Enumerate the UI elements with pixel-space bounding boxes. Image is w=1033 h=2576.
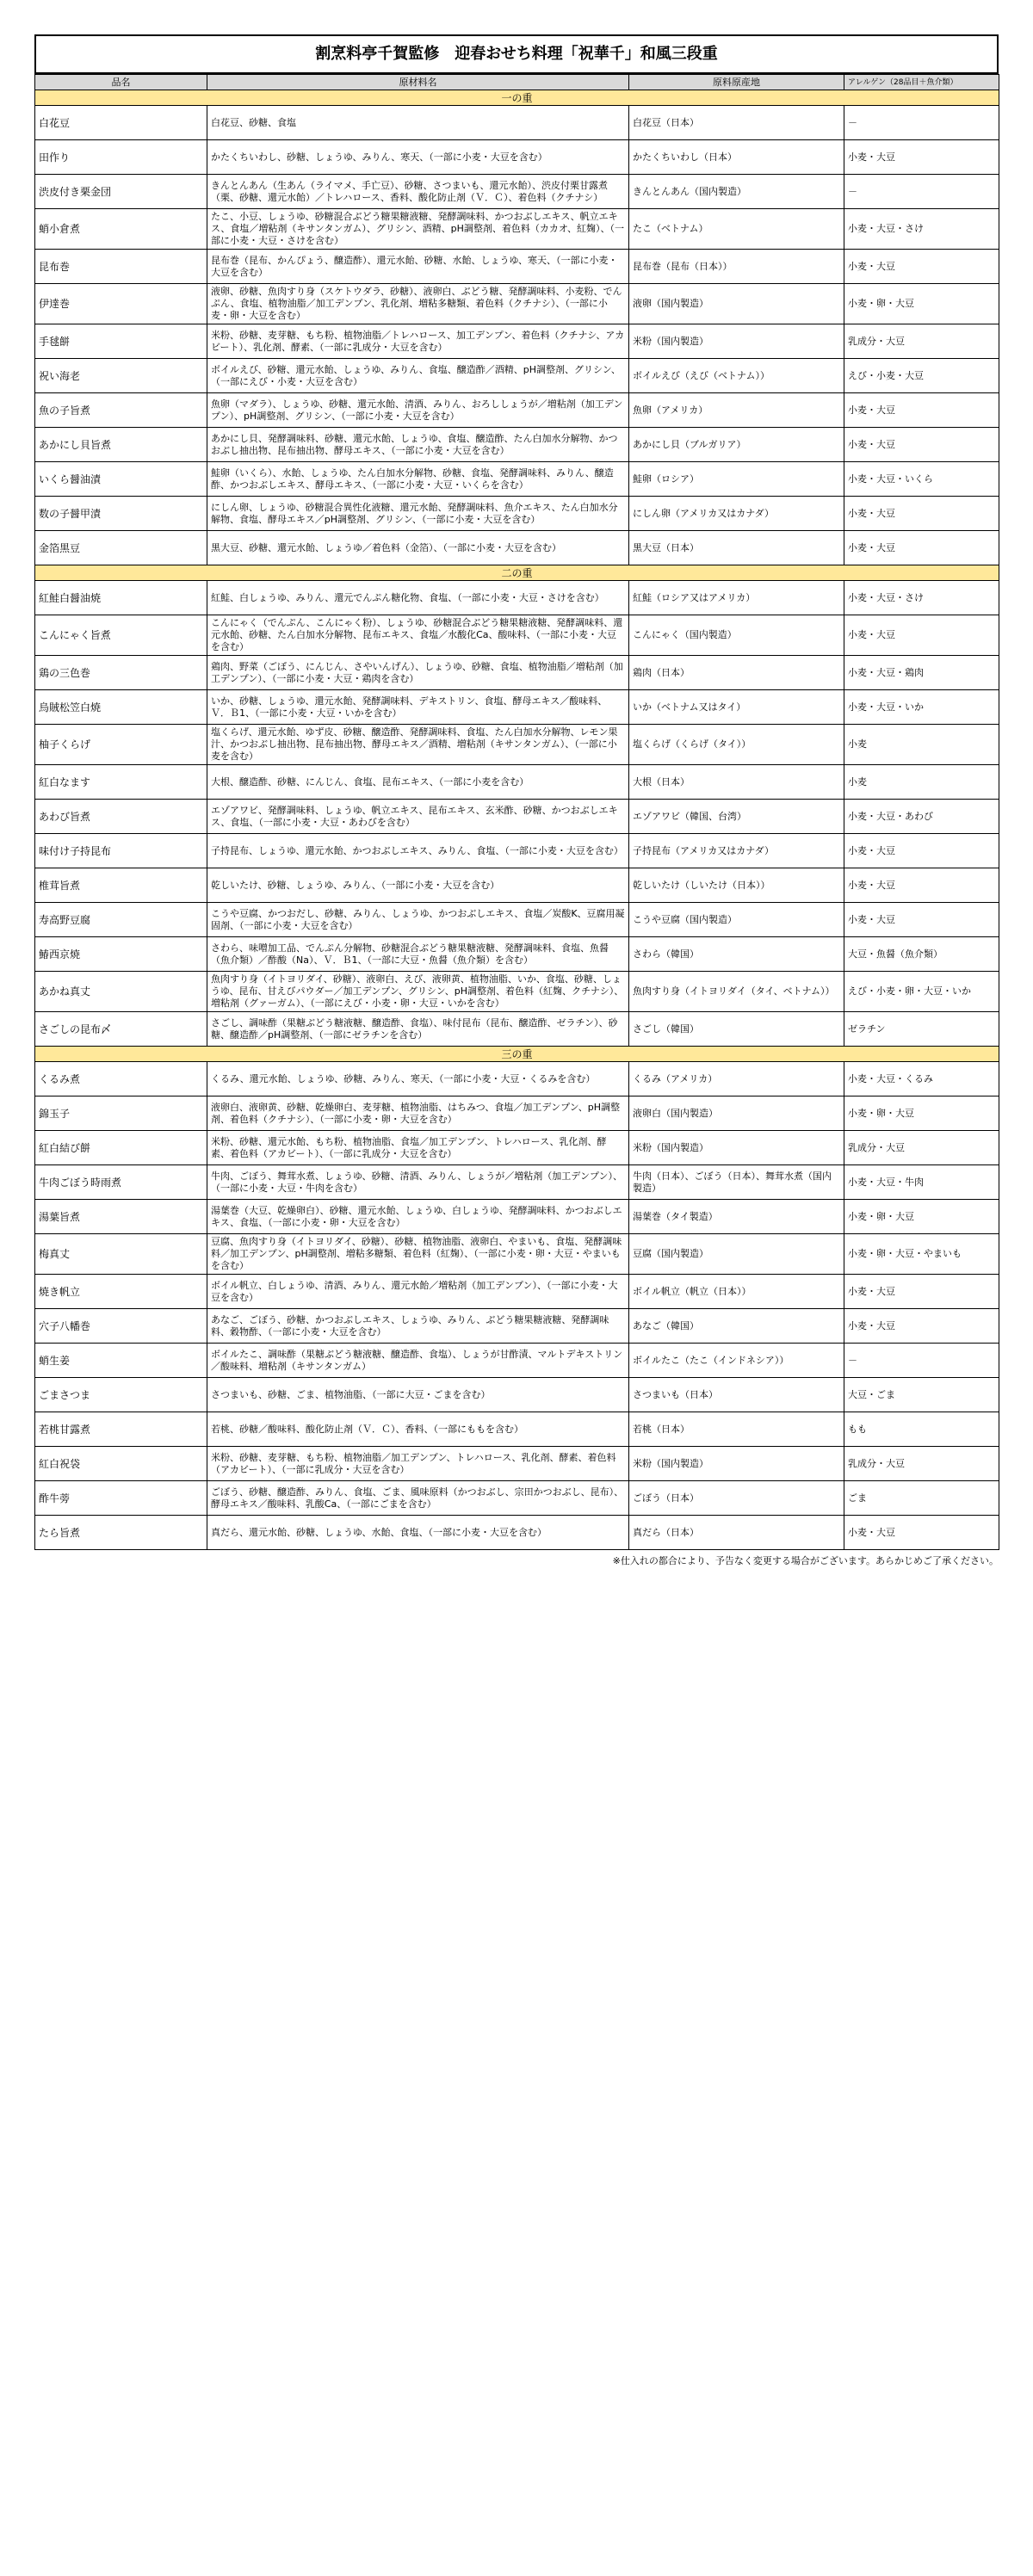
- cell-allergens: 小麦・大豆・さけ: [844, 209, 999, 250]
- cell-ingredients: かたくちいわし、砂糖、しょうゆ、みりん、寒天、（一部に小麦・大豆を含む）: [207, 140, 629, 175]
- cell-name: たら旨煮: [35, 1516, 207, 1550]
- cell-allergens: 小麦・大豆・いくら: [844, 462, 999, 497]
- cell-ingredients: いか、砂糖、しょうゆ、還元水飴、発酵調味料、デキストリン、食塩、酵母エキス／酸味料、Ｖ．Ｂ1、（一部に小麦・大豆・いかを含む）: [207, 690, 629, 725]
- cell-ingredients: 子持昆布、しょうゆ、還元水飴、かつおぶしエキス、みりん、食塩、（一部に小麦・大豆を含む）: [207, 834, 629, 868]
- cell-ingredients: あなご、ごぼう、砂糖、かつおぶしエキス、しょうゆ、みりん、ぶどう糖果糖液糖、発酵調味料、穀物酢、（一部に小麦・大豆を含む）: [207, 1309, 629, 1344]
- cell-allergens: 小麦・卵・大豆: [844, 284, 999, 324]
- cell-allergens: 小麦・大豆: [844, 1309, 999, 1344]
- cell-allergens: －: [844, 106, 999, 140]
- footnote: ※仕入れの都合により、予告なく変更する場合がございます。あらかじめご了承ください。: [612, 1555, 999, 1566]
- section-label: 三の重: [35, 1047, 999, 1062]
- cell-origin: 魚肉すり身（イトヨリダイ（タイ、ベトナム））: [629, 972, 844, 1012]
- table-row: [35, 1344, 999, 1378]
- section-label: 二の重: [35, 565, 999, 581]
- table-row: [35, 1165, 999, 1200]
- cell-allergens: 小麦・大豆: [844, 615, 999, 656]
- table-row: [35, 972, 999, 1012]
- cell-origin: 魚卵（アメリカ）: [629, 393, 844, 428]
- table-row: [35, 497, 999, 531]
- cell-name: 蛸生姜: [35, 1344, 207, 1378]
- cell-name: 焼き帆立: [35, 1275, 207, 1309]
- cell-allergens: ゼラチン: [844, 1012, 999, 1047]
- cell-name: 蛸小倉煮: [35, 209, 207, 250]
- cell-origin: あなご（韓国）: [629, 1309, 844, 1344]
- cell-origin: 黒大豆（日本）: [629, 531, 844, 565]
- table-row: [35, 1062, 999, 1096]
- cell-origin: あかにし貝（ブルガリア）: [629, 428, 844, 462]
- cell-origin: エゾアワビ（韓国、台湾）: [629, 800, 844, 834]
- table-row: [35, 1412, 999, 1447]
- cell-name: 伊達巻: [35, 284, 207, 324]
- cell-origin: さつまいも（日本）: [629, 1378, 844, 1412]
- cell-name: 穴子八幡巻: [35, 1309, 207, 1344]
- ingredients-table: [34, 74, 999, 1550]
- cell-origin: 米粉（国内製造）: [629, 1131, 844, 1165]
- table-body: [35, 90, 999, 1550]
- cell-name: いくら醤油漬: [35, 462, 207, 497]
- cell-origin: にしん卵（アメリカ又はカナダ）: [629, 497, 844, 531]
- cell-allergens: 小麦・大豆: [844, 1275, 999, 1309]
- section-header-row: [35, 565, 999, 581]
- cell-name: 梅真丈: [35, 1234, 207, 1275]
- cell-allergens: －: [844, 175, 999, 209]
- cell-allergens: 小麦・大豆・いか: [844, 690, 999, 725]
- cell-allergens: ごま: [844, 1481, 999, 1516]
- cell-origin: こんにゃく（国内製造）: [629, 615, 844, 656]
- cell-name: 紅鮭白醤油焼: [35, 581, 207, 615]
- cell-origin: 若桃（日本）: [629, 1412, 844, 1447]
- cell-ingredients: 鮭卵（いくら）、水飴、しょうゆ、たん白加水分解物、砂糖、食塩、発酵調味料、みりん、醸造酢、かつおぶしエキス、酵母エキス、（一部に小麦・大豆・いくらを含む）: [207, 462, 629, 497]
- cell-allergens: 小麦: [844, 725, 999, 765]
- table-row: [35, 581, 999, 615]
- cell-ingredients: ごぼう、砂糖、醸造酢、みりん、食塩、ごま、風味原料（かつおぶし、宗田かつおぶし、昆布）、酵母エキス／酸味料、乳酸Ca、（一部にごまを含む）: [207, 1481, 629, 1516]
- cell-origin: 鮭卵（ロシア）: [629, 462, 844, 497]
- table-row: [35, 834, 999, 868]
- cell-name: こんにゃく旨煮: [35, 615, 207, 656]
- cell-name: 柚子くらげ: [35, 725, 207, 765]
- cell-allergens: 小麦・大豆: [844, 497, 999, 531]
- cell-origin: きんとんあん（国内製造）: [629, 175, 844, 209]
- cell-allergens: 大豆・ごま: [844, 1378, 999, 1412]
- cell-name: 昆布巻: [35, 250, 207, 284]
- cell-allergens: 小麦・大豆・さけ: [844, 581, 999, 615]
- cell-ingredients: あかにし貝、発酵調味料、砂糖、還元水飴、しょうゆ、食塩、醸造酢、たん白加水分解物、かつおぶし抽出物、昆布抽出物、酵母エキス、（一部に小麦・大豆を含む）: [207, 428, 629, 462]
- cell-allergens: 小麦・大豆: [844, 250, 999, 284]
- cell-name: 椎茸旨煮: [35, 868, 207, 903]
- cell-origin: 大根（日本）: [629, 765, 844, 800]
- allergen-sheet: [34, 34, 999, 1567]
- cell-origin: 乾しいたけ（しいたけ（日本））: [629, 868, 844, 903]
- header-ingredients: 原材料名: [207, 75, 629, 90]
- section-header-row: [35, 1047, 999, 1062]
- cell-allergens: 小麦・大豆: [844, 140, 999, 175]
- cell-ingredients: 米粉、砂糖、還元水飴、もち粉、植物油脂、食塩／加工デンプン、トレハロース、乳化剤、酵素、着色料（アカビート）、（一部に乳成分・大豆を含む）: [207, 1131, 629, 1165]
- cell-ingredients: 紅鮭、白しょうゆ、みりん、還元でんぷん糖化物、食塩、（一部に小麦・大豆・さけを含む）: [207, 581, 629, 615]
- cell-ingredients: こんにゃく（でんぷん、こんにゃく粉）、しょうゆ、砂糖混合ぶどう糖果糖液糖、発酵調味料、還元水飴、砂糖、たん白加水分解物、昆布エキス、食塩／水酸化Ca、酸味料、（一部に小麦・大豆を含む）: [207, 615, 629, 656]
- header-allergens: アレルゲン（28品目＋魚介類）: [844, 75, 999, 90]
- cell-ingredients: さごし、調味酢（果糖ぶどう糖液糖、醸造酢、食塩）、味付昆布（昆布、醸造酢、ゼラチン）、砂糖、醸造酢／pH調整剤、（一部にゼラチンを含む）: [207, 1012, 629, 1047]
- cell-name: 紅白結び餅: [35, 1131, 207, 1165]
- cell-ingredients: 豆腐、魚肉すり身（イトヨリダイ、砂糖）、砂糖、植物油脂、液卵白、やまいも、食塩、発酵調味料／加工デンプン、pH調整剤、増粘多糖類、着色料（紅麹）、（一部に小麦・卵・大豆・やまいもを含む）: [207, 1234, 629, 1275]
- cell-name: 祝い海老: [35, 359, 207, 393]
- table-row: [35, 937, 999, 972]
- cell-origin: 鶏肉（日本）: [629, 656, 844, 690]
- cell-ingredients: さわら、味噌加工品、でんぷん分解物、砂糖混合ぶどう糖果糖液糖、発酵調味料、食塩、魚醤（魚介類）／酢酸（Na）、Ｖ．Ｂ1、（一部に大豆・魚醤（魚介類）を含む）: [207, 937, 629, 972]
- table-row: [35, 1481, 999, 1516]
- table-row: [35, 765, 999, 800]
- cell-allergens: 小麦・卵・大豆・やまいも: [844, 1234, 999, 1275]
- cell-name: 錦玉子: [35, 1096, 207, 1131]
- cell-origin: 塩くらげ（くらげ（タイ））: [629, 725, 844, 765]
- cell-allergens: もも: [844, 1412, 999, 1447]
- cell-allergens: 小麦・大豆: [844, 1516, 999, 1550]
- cell-allergens: 乳成分・大豆: [844, 1131, 999, 1165]
- cell-ingredients: 牛肉、ごぼう、舞茸水煮、しょうゆ、砂糖、清酒、みりん、しょうが／増粘剤（加工デンプン）、（一部に小麦・大豆・牛肉を含む）: [207, 1165, 629, 1200]
- cell-name: 烏賊松笠白焼: [35, 690, 207, 725]
- cell-name: あわび旨煮: [35, 800, 207, 834]
- cell-ingredients: 液卵白、液卵黄、砂糖、乾燥卵白、麦芽糖、植物油脂、はちみつ、食塩／加工デンプン、pH調整剤、着色料（クチナシ）、（一部に小麦・卵・大豆を含む）: [207, 1096, 629, 1131]
- cell-allergens: －: [844, 1344, 999, 1378]
- cell-name: 白花豆: [35, 106, 207, 140]
- cell-ingredients: 若桃、砂糖／酸味料、酸化防止剤（Ｖ．Ｃ）、香料、（一部にももを含む）: [207, 1412, 629, 1447]
- cell-name: 酢牛蒡: [35, 1481, 207, 1516]
- table-row: [35, 462, 999, 497]
- cell-ingredients: きんとんあん（生あん（ライマメ、手亡豆）、砂糖、さつまいも、還元水飴）、渋皮付栗甘露煮（栗、砂糖、還元水飴）／トレハロース、香料、酸化防止剤（Ｖ．Ｃ）、着色料（クチナシ）: [207, 175, 629, 209]
- cell-allergens: 小麦・大豆: [844, 531, 999, 565]
- table-row: [35, 393, 999, 428]
- section-label: 一の重: [35, 90, 999, 106]
- table-row: [35, 656, 999, 690]
- cell-name: 紅白祝袋: [35, 1447, 207, 1481]
- cell-ingredients: にしん卵、しょうゆ、砂糖混合異性化液糖、還元水飴、発酵調味料、魚介エキス、たん白加水分解物、食塩、酵母エキス／pH調整剤、グリシン、（一部に小麦・大豆を含む）: [207, 497, 629, 531]
- cell-allergens: 小麦・大豆・牛肉: [844, 1165, 999, 1200]
- cell-name: 牛肉ごぼう時雨煮: [35, 1165, 207, 1200]
- cell-ingredients: 黒大豆、砂糖、還元水飴、しょうゆ／着色料（金箔）、（一部に小麦・大豆を含む）: [207, 531, 629, 565]
- cell-allergens: 小麦・大豆・鶏肉: [844, 656, 999, 690]
- cell-allergens: 小麦・大豆: [844, 868, 999, 903]
- table-row: [35, 175, 999, 209]
- cell-origin: ごぼう（日本）: [629, 1481, 844, 1516]
- cell-origin: 液卵白（国内製造）: [629, 1096, 844, 1131]
- table-row: [35, 800, 999, 834]
- cell-ingredients: 大根、醸造酢、砂糖、にんじん、食塩、昆布エキス、（一部に小麦を含む）: [207, 765, 629, 800]
- table-row: [35, 359, 999, 393]
- cell-name: 寿高野豆腐: [35, 903, 207, 937]
- cell-ingredients: ボイルえび、砂糖、還元水飴、しょうゆ、みりん、食塩、醸造酢／酒精、pH調整剤、グリシン、（一部にえび・小麦・大豆を含む）: [207, 359, 629, 393]
- cell-origin: ボイルえび（えび（ベトナム））: [629, 359, 844, 393]
- cell-ingredients: 魚肉すり身（イトヨリダイ、砂糖）、液卵白、えび、液卵黄、植物油脂、いか、食塩、砂糖、しょうゆ、昆布、甘えびパウダー／加工デンプン、グリシン、pH調整剤、着色料（紅麹、クチナシ）、増粘剤（グァーガム）、（一部にえび・小麦・卵・大豆・いかを含む）: [207, 972, 629, 1012]
- cell-ingredients: 米粉、砂糖、麦芽糖、もち粉、植物油脂／トレハロース、加工デンプン、着色料（クチナシ、アカビート）、乳化剤、酵素、（一部に乳成分・大豆を含む）: [207, 324, 629, 359]
- table-row: [35, 531, 999, 565]
- table-row: [35, 1234, 999, 1275]
- cell-allergens: 大豆・魚醤（魚介類）: [844, 937, 999, 972]
- cell-ingredients: 液卵、砂糖、魚肉すり身（スケトウダラ、砂糖）、液卵白、ぶどう糖、発酵調味料、小麦粉、でんぷん、食塩、植物油脂／加工デンプン、乳化剤、増粘多糖類、着色料（クチナシ）、（一部に小麦・卵・大豆を含む）: [207, 284, 629, 324]
- cell-name: 味付け子持昆布: [35, 834, 207, 868]
- table-row: [35, 1096, 999, 1131]
- cell-allergens: 乳成分・大豆: [844, 324, 999, 359]
- cell-name: さごしの昆布〆: [35, 1012, 207, 1047]
- cell-origin: ボイル帆立（帆立（日本））: [629, 1275, 844, 1309]
- cell-name: 鶏の三色巻: [35, 656, 207, 690]
- cell-name: 金箔黒豆: [35, 531, 207, 565]
- cell-origin: こうや豆腐（国内製造）: [629, 903, 844, 937]
- cell-origin: 子持昆布（アメリカ又はカナダ）: [629, 834, 844, 868]
- table-row: [35, 140, 999, 175]
- header-name: 品名: [35, 75, 207, 90]
- table-row: [35, 1447, 999, 1481]
- table-row: [35, 1516, 999, 1550]
- cell-ingredients: ボイル帆立、白しょうゆ、清酒、みりん、還元水飴／増粘剤（加工デンプン）、（一部に小麦・大豆を含む）: [207, 1275, 629, 1309]
- cell-origin: さわら（韓国）: [629, 937, 844, 972]
- cell-origin: 米粉（国内製造）: [629, 1447, 844, 1481]
- header-origin: 原料原産地: [629, 75, 844, 90]
- cell-name: 若桃甘露煮: [35, 1412, 207, 1447]
- cell-name: 田作り: [35, 140, 207, 175]
- cell-name: 鰆西京焼: [35, 937, 207, 972]
- table-row: [35, 690, 999, 725]
- table-row: [35, 1131, 999, 1165]
- table-row: [35, 725, 999, 765]
- cell-ingredients: 真だら、還元水飴、砂糖、しょうゆ、水飴、食塩、（一部に小麦・大豆を含む）: [207, 1516, 629, 1550]
- table-row: [35, 1378, 999, 1412]
- cell-allergens: 小麦・卵・大豆: [844, 1096, 999, 1131]
- cell-ingredients: エゾアワビ、発酵調味料、しょうゆ、帆立エキス、昆布エキス、玄米酢、砂糖、かつおぶしエキス、食塩、（一部に小麦・大豆・あわびを含む）: [207, 800, 629, 834]
- table-row: [35, 1275, 999, 1309]
- cell-ingredients: 昆布巻（昆布、かんぴょう、醸造酢）、還元水飴、砂糖、水飴、しょうゆ、寒天、（一部に小麦・大豆を含む）: [207, 250, 629, 284]
- cell-ingredients: 白花豆、砂糖、食塩: [207, 106, 629, 140]
- table-row: [35, 250, 999, 284]
- cell-name: 渋皮付き栗金団: [35, 175, 207, 209]
- cell-origin: 米粉（国内製造）: [629, 324, 844, 359]
- cell-ingredients: くるみ、還元水飴、しょうゆ、砂糖、みりん、寒天、（一部に小麦・大豆・くるみを含む）: [207, 1062, 629, 1096]
- table-row: [35, 903, 999, 937]
- table-row: [35, 284, 999, 324]
- cell-allergens: えび・小麦・大豆: [844, 359, 999, 393]
- cell-allergens: 小麦・大豆: [844, 903, 999, 937]
- cell-origin: 昆布巻（昆布（日本））: [629, 250, 844, 284]
- table-row: [35, 615, 999, 656]
- cell-ingredients: さつまいも、砂糖、ごま、植物油脂、（一部に大豆・ごまを含む）: [207, 1378, 629, 1412]
- cell-allergens: 小麦・大豆: [844, 428, 999, 462]
- cell-ingredients: 塩くらげ、還元水飴、ゆず皮、砂糖、醸造酢、発酵調味料、食塩、たん白加水分解物、レモン果汁、かつおぶし抽出物、昆布抽出物、酵母エキス／酒精、増粘剤（キサンタンガム）、（一部に小麦を含む）: [207, 725, 629, 765]
- cell-ingredients: 魚卵（マダラ）、しょうゆ、砂糖、還元水飴、清酒、みりん、おろししょうが／増粘剤（加工デンプン）、pH調整剤、グリシン、（一部に小麦・大豆を含む）: [207, 393, 629, 428]
- cell-allergens: 乳成分・大豆: [844, 1447, 999, 1481]
- table-row: [35, 1309, 999, 1344]
- table-row: [35, 1012, 999, 1047]
- cell-name: 紅白なます: [35, 765, 207, 800]
- section-header-row: [35, 90, 999, 106]
- cell-allergens: 小麦・大豆・くるみ: [844, 1062, 999, 1096]
- cell-name: 魚の子旨煮: [35, 393, 207, 428]
- cell-name: 手毬餅: [35, 324, 207, 359]
- cell-origin: いか（ベトナム又はタイ）: [629, 690, 844, 725]
- cell-name: 湯葉旨煮: [35, 1200, 207, 1234]
- cell-ingredients: 乾しいたけ、砂糖、しょうゆ、みりん、（一部に小麦・大豆を含む）: [207, 868, 629, 903]
- cell-allergens: 小麦・大豆: [844, 834, 999, 868]
- cell-origin: 紅鮭（ロシア又はアメリカ）: [629, 581, 844, 615]
- cell-origin: くるみ（アメリカ）: [629, 1062, 844, 1096]
- table-row: [35, 868, 999, 903]
- cell-origin: 白花豆（日本）: [629, 106, 844, 140]
- cell-origin: 真だら（日本）: [629, 1516, 844, 1550]
- table-row: [35, 1200, 999, 1234]
- table-row: [35, 428, 999, 462]
- cell-name: 数の子醤甲漬: [35, 497, 207, 531]
- cell-ingredients: 米粉、砂糖、麦芽糖、もち粉、植物油脂／加工デンプン、トレハロース、乳化剤、酵素、着色料（アカビート）、（一部に乳成分・大豆を含む）: [207, 1447, 629, 1481]
- cell-name: あかにし貝旨煮: [35, 428, 207, 462]
- cell-origin: かたくちいわし（日本）: [629, 140, 844, 175]
- cell-allergens: 小麦: [844, 765, 999, 800]
- table-header-row: [35, 75, 999, 90]
- cell-origin: さごし（韓国）: [629, 1012, 844, 1047]
- cell-origin: 液卵（国内製造）: [629, 284, 844, 324]
- table-row: [35, 209, 999, 250]
- cell-ingredients: 鶏肉、野菜（ごぼう、にんじん、さやいんげん）、しょうゆ、砂糖、食塩、植物油脂／増粘剤（加工デンプン）、（一部に小麦・大豆・鶏肉を含む）: [207, 656, 629, 690]
- cell-allergens: 小麦・卵・大豆: [844, 1200, 999, 1234]
- cell-name: くるみ煮: [35, 1062, 207, 1096]
- cell-name: ごまさつま: [35, 1378, 207, 1412]
- cell-origin: 豆腐（国内製造）: [629, 1234, 844, 1275]
- cell-allergens: 小麦・大豆・あわび: [844, 800, 999, 834]
- table-row: [35, 324, 999, 359]
- cell-ingredients: ボイルたこ、調味酢（果糖ぶどう糖液糖、醸造酢、食塩）、しょうが甘酢漬、マルトデキストリン／酸味料、増粘剤（キサンタンガム）: [207, 1344, 629, 1378]
- table-row: [35, 106, 999, 140]
- cell-name: あかね真丈: [35, 972, 207, 1012]
- cell-ingredients: こうや豆腐、かつおだし、砂糖、みりん、しょうゆ、かつおぶしエキス、食塩／炭酸K、豆腐用凝固剤、（一部に小麦・大豆を含む）: [207, 903, 629, 937]
- cell-origin: 湯葉巻（タイ製造）: [629, 1200, 844, 1234]
- cell-origin: たこ（ベトナム）: [629, 209, 844, 250]
- cell-allergens: 小麦・大豆: [844, 393, 999, 428]
- cell-ingredients: たこ、小豆、しょうゆ、砂糖混合ぶどう糖果糖液糖、発酵調味料、かつおぶしエキス、帆立エキス、食塩／増粘剤（キサンタンガム）、グリシン、酒精、pH調整剤、着色料（カカオ、紅麹）、（一部に小麦・大豆・さけを含む）: [207, 209, 629, 250]
- cell-origin: 牛肉（日本）、ごぼう（日本）、舞茸水煮（国内製造）: [629, 1165, 844, 1200]
- cell-origin: ボイルたこ（たこ（インドネシア））: [629, 1344, 844, 1378]
- cell-allergens: えび・小麦・卵・大豆・いか: [844, 972, 999, 1012]
- cell-ingredients: 湯葉巻（大豆、乾燥卵白）、砂糖、還元水飴、しょうゆ、白しょうゆ、発酵調味料、かつおぶしエキス、食塩、（一部に小麦・卵・大豆を含む）: [207, 1200, 629, 1234]
- page-title: 割烹料亭千賀監修 迎春おせち料理「祝華千」和風三段重: [34, 34, 999, 74]
